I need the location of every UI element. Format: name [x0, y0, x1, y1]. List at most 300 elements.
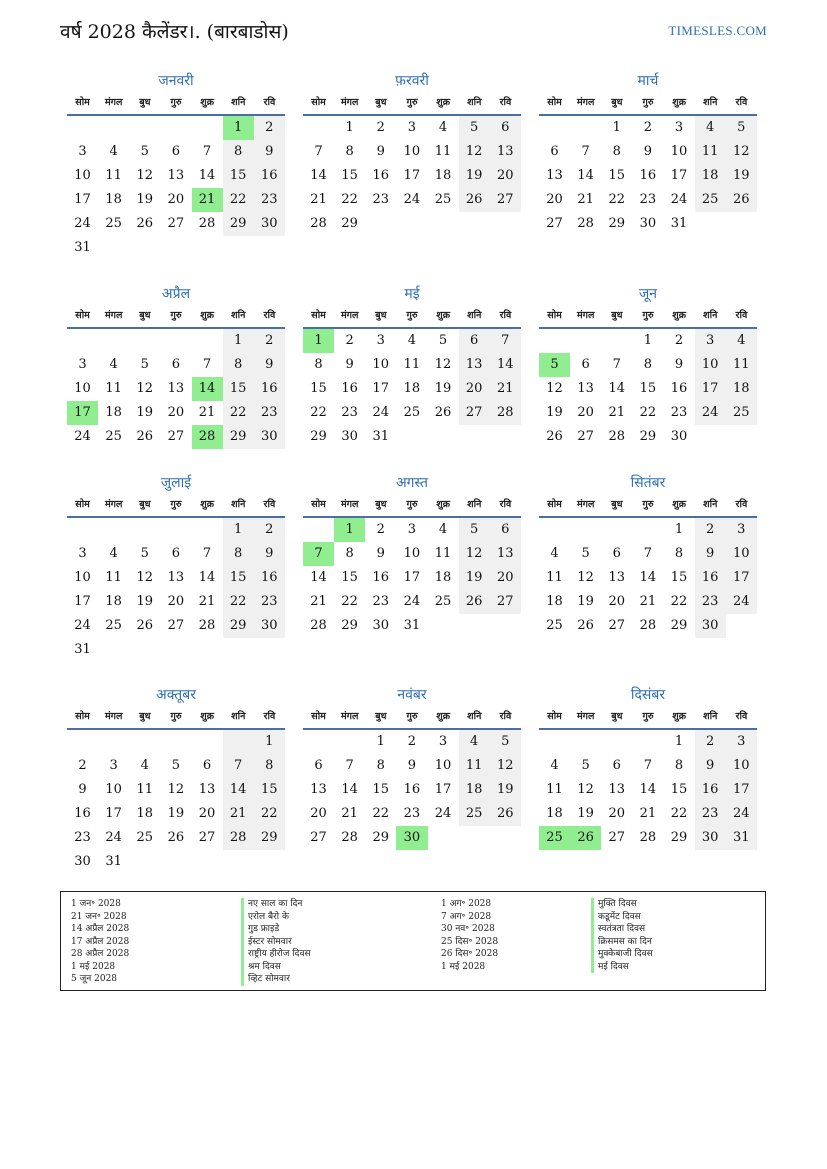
- day-cell[interactable]: 12: [726, 140, 757, 164]
- day-cell[interactable]: 11: [403, 357, 421, 372]
- day-cell[interactable]: 23: [341, 405, 358, 420]
- day-cell[interactable]: 12: [136, 168, 154, 183]
- day-cell[interactable]: 30: [74, 854, 91, 869]
- day-cell[interactable]: 30: [341, 429, 358, 444]
- day-cell[interactable]: 24: [372, 405, 390, 420]
- day-cell[interactable]: 10: [74, 570, 91, 585]
- day-cell[interactable]: 12: [434, 357, 452, 372]
- day-cell[interactable]: 25: [434, 192, 452, 207]
- day-cell[interactable]: 20: [310, 806, 327, 821]
- day-cell[interactable]: 14: [223, 778, 254, 802]
- day-cell[interactable]: 25: [459, 802, 490, 826]
- day-cell[interactable]: 2: [695, 518, 726, 542]
- day-cell[interactable]: 28: [490, 401, 521, 425]
- day-cell[interactable]: 12: [459, 542, 490, 566]
- day-cell[interactable]: 19: [136, 594, 154, 609]
- day-cell[interactable]: 22: [223, 590, 254, 614]
- day-cell[interactable]: 4: [407, 333, 417, 348]
- day-cell[interactable]: 11: [434, 144, 452, 159]
- day-cell[interactable]: 19: [167, 806, 185, 821]
- day-cell[interactable]: 22: [223, 401, 254, 425]
- day-cell[interactable]: 11: [726, 353, 757, 377]
- day-cell[interactable]: 22: [223, 188, 254, 212]
- day-cell[interactable]: 20: [459, 377, 490, 401]
- day-cell[interactable]: 20: [608, 806, 626, 821]
- day-cell[interactable]: 20: [490, 164, 521, 188]
- day-cell[interactable]: 7: [581, 144, 590, 159]
- day-cell[interactable]: 10: [403, 144, 421, 159]
- day-cell[interactable]: 18: [459, 778, 490, 802]
- day-cell[interactable]: 2: [376, 522, 385, 537]
- day-cell[interactable]: 7: [303, 542, 334, 566]
- day-cell[interactable]: 10: [434, 758, 452, 773]
- day-cell[interactable]: 17: [372, 381, 390, 396]
- day-cell[interactable]: 21: [310, 594, 327, 609]
- day-cell[interactable]: 20: [577, 405, 594, 420]
- day-cell[interactable]: 21: [341, 806, 358, 821]
- day-cell[interactable]: 4: [695, 116, 726, 140]
- day-cell[interactable]: 29: [639, 429, 657, 444]
- day-cell[interactable]: 12: [490, 754, 521, 778]
- day-cell[interactable]: 28: [577, 216, 594, 231]
- day-cell[interactable]: 26: [577, 618, 594, 633]
- day-cell[interactable]: 18: [434, 168, 452, 183]
- day-cell[interactable]: 5: [726, 116, 757, 140]
- day-cell[interactable]: 22: [341, 192, 358, 207]
- day-cell[interactable]: 29: [223, 614, 254, 638]
- day-cell[interactable]: 19: [726, 164, 757, 188]
- day-cell[interactable]: 18: [546, 594, 563, 609]
- day-cell[interactable]: 20: [490, 566, 521, 590]
- day-cell[interactable]: 22: [341, 594, 358, 609]
- day-cell[interactable]: 23: [254, 188, 285, 212]
- day-cell[interactable]: 20: [167, 192, 185, 207]
- day-cell[interactable]: 15: [670, 782, 688, 797]
- day-cell[interactable]: 16: [254, 566, 285, 590]
- day-cell[interactable]: 9: [376, 144, 385, 159]
- day-cell[interactable]: 14: [639, 782, 657, 797]
- day-cell[interactable]: 7: [345, 758, 354, 773]
- day-cell[interactable]: 14: [198, 570, 216, 585]
- day-cell[interactable]: 18: [434, 570, 452, 585]
- day-cell[interactable]: 26: [459, 590, 490, 614]
- day-cell[interactable]: 26: [434, 405, 452, 420]
- day-cell[interactable]: 19: [434, 381, 452, 396]
- day-cell[interactable]: 8: [345, 144, 354, 159]
- day-cell[interactable]: 10: [403, 546, 421, 561]
- day-cell[interactable]: 18: [105, 405, 122, 420]
- day-cell[interactable]: 16: [254, 377, 285, 401]
- day-cell[interactable]: 1: [223, 329, 254, 353]
- day-cell[interactable]: 2: [674, 333, 684, 348]
- day-cell[interactable]: 12: [546, 381, 563, 396]
- day-cell[interactable]: 7: [202, 546, 212, 561]
- day-cell[interactable]: 9: [345, 357, 354, 372]
- day-cell[interactable]: 2: [254, 329, 285, 353]
- site-link[interactable]: TIMESLES.COM: [668, 23, 767, 38]
- day-cell[interactable]: 4: [459, 730, 490, 754]
- day-cell[interactable]: 23: [372, 594, 390, 609]
- day-cell[interactable]: 27: [167, 618, 185, 633]
- day-cell[interactable]: 3: [407, 120, 417, 135]
- day-cell[interactable]: 5: [539, 353, 570, 377]
- day-cell[interactable]: 28: [223, 826, 254, 850]
- day-cell[interactable]: 12: [577, 570, 594, 585]
- day-cell[interactable]: 30: [396, 826, 427, 850]
- day-cell[interactable]: 22: [372, 806, 390, 821]
- day-cell[interactable]: 26: [459, 188, 490, 212]
- day-cell[interactable]: 27: [490, 590, 521, 614]
- day-cell[interactable]: 21: [198, 594, 216, 609]
- day-cell[interactable]: 5: [581, 546, 590, 561]
- day-cell[interactable]: 27: [490, 188, 521, 212]
- day-cell[interactable]: 3: [376, 333, 385, 348]
- day-cell[interactable]: 14: [341, 782, 358, 797]
- day-cell[interactable]: 25: [105, 429, 122, 444]
- day-cell[interactable]: 9: [254, 140, 285, 164]
- day-cell[interactable]: 13: [490, 140, 521, 164]
- day-cell[interactable]: 15: [310, 381, 327, 396]
- day-cell[interactable]: 8: [674, 758, 684, 773]
- day-cell[interactable]: 10: [372, 357, 390, 372]
- day-cell[interactable]: 21: [192, 188, 223, 212]
- day-cell[interactable]: 8: [223, 140, 254, 164]
- day-cell[interactable]: 19: [490, 778, 521, 802]
- day-cell[interactable]: 21: [198, 405, 216, 420]
- day-cell[interactable]: 8: [223, 353, 254, 377]
- day-cell[interactable]: 13: [459, 353, 490, 377]
- day-cell[interactable]: 28: [192, 425, 223, 449]
- day-cell[interactable]: 6: [314, 758, 323, 773]
- day-cell[interactable]: 5: [438, 333, 448, 348]
- day-cell[interactable]: 4: [550, 758, 559, 773]
- day-cell[interactable]: 18: [105, 192, 122, 207]
- day-cell[interactable]: 23: [74, 830, 91, 845]
- day-cell[interactable]: 5: [140, 546, 149, 561]
- day-cell[interactable]: 8: [643, 357, 653, 372]
- day-cell[interactable]: 15: [372, 782, 390, 797]
- day-cell[interactable]: 11: [459, 754, 490, 778]
- day-cell[interactable]: 1: [334, 518, 365, 542]
- day-cell[interactable]: 19: [136, 192, 154, 207]
- day-cell[interactable]: 15: [223, 566, 254, 590]
- day-cell[interactable]: 6: [612, 546, 621, 561]
- day-cell[interactable]: 27: [608, 830, 626, 845]
- day-cell[interactable]: 5: [140, 357, 149, 372]
- day-cell[interactable]: 14: [192, 377, 223, 401]
- day-cell[interactable]: 24: [434, 806, 452, 821]
- day-cell[interactable]: 6: [171, 357, 181, 372]
- day-cell[interactable]: 10: [670, 144, 688, 159]
- day-cell[interactable]: 11: [105, 168, 122, 183]
- day-cell[interactable]: 31: [74, 240, 91, 255]
- day-cell[interactable]: 17: [403, 570, 421, 585]
- day-cell[interactable]: 20: [198, 806, 216, 821]
- day-cell[interactable]: 14: [310, 168, 327, 183]
- day-cell[interactable]: 26: [726, 188, 757, 212]
- day-cell[interactable]: 17: [67, 401, 98, 425]
- day-cell[interactable]: 16: [695, 778, 726, 802]
- day-cell[interactable]: 29: [223, 425, 254, 449]
- day-cell[interactable]: 15: [670, 570, 688, 585]
- day-cell[interactable]: 3: [78, 546, 87, 561]
- day-cell[interactable]: 30: [695, 614, 726, 638]
- day-cell[interactable]: 12: [459, 140, 490, 164]
- day-cell[interactable]: 3: [109, 758, 118, 773]
- day-cell[interactable]: 31: [726, 826, 757, 850]
- day-cell[interactable]: 16: [254, 164, 285, 188]
- day-cell[interactable]: 28: [608, 429, 626, 444]
- day-cell[interactable]: 31: [670, 216, 688, 231]
- day-cell[interactable]: 3: [78, 144, 87, 159]
- day-cell[interactable]: 22: [310, 405, 327, 420]
- day-cell[interactable]: 27: [167, 429, 185, 444]
- day-cell[interactable]: 6: [550, 144, 559, 159]
- day-cell[interactable]: 5: [459, 116, 490, 140]
- day-cell[interactable]: 2: [643, 120, 653, 135]
- day-cell[interactable]: 2: [345, 333, 354, 348]
- day-cell[interactable]: 2: [254, 518, 285, 542]
- day-cell[interactable]: 20: [608, 594, 626, 609]
- day-cell[interactable]: 24: [74, 429, 91, 444]
- day-cell[interactable]: 18: [726, 377, 757, 401]
- day-cell[interactable]: 23: [372, 192, 390, 207]
- day-cell[interactable]: 24: [726, 802, 757, 826]
- day-cell[interactable]: 31: [74, 642, 91, 657]
- day-cell[interactable]: 15: [608, 168, 626, 183]
- day-cell[interactable]: 19: [136, 405, 154, 420]
- day-cell[interactable]: 11: [546, 782, 563, 797]
- day-cell[interactable]: 14: [310, 570, 327, 585]
- day-cell[interactable]: 14: [490, 353, 521, 377]
- day-cell[interactable]: 10: [726, 754, 757, 778]
- day-cell[interactable]: 10: [74, 168, 91, 183]
- day-cell[interactable]: 18: [105, 594, 122, 609]
- day-cell[interactable]: 4: [109, 546, 118, 561]
- day-cell[interactable]: 28: [198, 618, 216, 633]
- day-cell[interactable]: 18: [695, 164, 726, 188]
- day-cell[interactable]: 7: [612, 357, 621, 372]
- day-cell[interactable]: 26: [167, 830, 185, 845]
- day-cell[interactable]: 10: [726, 542, 757, 566]
- day-cell[interactable]: 2: [407, 734, 417, 749]
- day-cell[interactable]: 8: [223, 542, 254, 566]
- day-cell[interactable]: 4: [109, 144, 118, 159]
- day-cell[interactable]: 27: [546, 216, 563, 231]
- day-cell[interactable]: 29: [670, 830, 688, 845]
- day-cell[interactable]: 22: [254, 802, 285, 826]
- day-cell[interactable]: 29: [372, 830, 390, 845]
- day-cell[interactable]: 8: [345, 546, 354, 561]
- day-cell[interactable]: 5: [490, 730, 521, 754]
- day-cell[interactable]: 5: [459, 518, 490, 542]
- day-cell[interactable]: 25: [105, 216, 122, 231]
- day-cell[interactable]: 23: [695, 590, 726, 614]
- day-cell[interactable]: 15: [223, 164, 254, 188]
- day-cell[interactable]: 25: [136, 830, 154, 845]
- day-cell[interactable]: 8: [376, 758, 385, 773]
- day-cell[interactable]: 28: [639, 618, 657, 633]
- day-cell[interactable]: 6: [202, 758, 212, 773]
- day-cell[interactable]: 21: [639, 806, 657, 821]
- day-cell[interactable]: 21: [223, 802, 254, 826]
- day-cell[interactable]: 27: [608, 618, 626, 633]
- day-cell[interactable]: 18: [136, 806, 154, 821]
- day-cell[interactable]: 17: [726, 778, 757, 802]
- day-cell[interactable]: 13: [577, 381, 594, 396]
- day-cell[interactable]: 8: [612, 144, 621, 159]
- day-cell[interactable]: 7: [643, 546, 653, 561]
- day-cell[interactable]: 29: [223, 212, 254, 236]
- day-cell[interactable]: 27: [198, 830, 216, 845]
- day-cell[interactable]: 29: [608, 216, 626, 231]
- day-cell[interactable]: 30: [254, 425, 285, 449]
- day-cell[interactable]: 24: [74, 216, 91, 231]
- day-cell[interactable]: 16: [74, 806, 91, 821]
- day-cell[interactable]: 26: [490, 802, 521, 826]
- day-cell[interactable]: 25: [403, 405, 421, 420]
- day-cell[interactable]: 6: [171, 546, 181, 561]
- day-cell[interactable]: 1: [303, 329, 334, 353]
- day-cell[interactable]: 24: [695, 401, 726, 425]
- day-cell[interactable]: 21: [577, 192, 594, 207]
- day-cell[interactable]: 17: [403, 168, 421, 183]
- day-cell[interactable]: 9: [254, 353, 285, 377]
- day-cell[interactable]: 3: [695, 329, 726, 353]
- day-cell[interactable]: 27: [459, 401, 490, 425]
- day-cell[interactable]: 17: [105, 806, 122, 821]
- day-cell[interactable]: 18: [403, 381, 421, 396]
- day-cell[interactable]: 3: [438, 734, 448, 749]
- day-cell[interactable]: 13: [608, 782, 626, 797]
- day-cell[interactable]: 19: [459, 566, 490, 590]
- day-cell[interactable]: 15: [341, 168, 358, 183]
- day-cell[interactable]: 25: [726, 401, 757, 425]
- day-cell[interactable]: 6: [459, 329, 490, 353]
- day-cell[interactable]: 14: [577, 168, 594, 183]
- day-cell[interactable]: 15: [639, 381, 657, 396]
- day-cell[interactable]: 31: [105, 854, 122, 869]
- day-cell[interactable]: 26: [546, 429, 563, 444]
- day-cell[interactable]: 20: [546, 192, 563, 207]
- day-cell[interactable]: 21: [608, 405, 626, 420]
- day-cell[interactable]: 7: [202, 144, 212, 159]
- day-cell[interactable]: 2: [695, 730, 726, 754]
- day-cell[interactable]: 29: [310, 429, 327, 444]
- day-cell[interactable]: 13: [167, 168, 185, 183]
- day-cell[interactable]: 29: [254, 826, 285, 850]
- day-cell[interactable]: 9: [376, 546, 385, 561]
- day-cell[interactable]: 24: [403, 192, 421, 207]
- day-cell[interactable]: 4: [109, 357, 118, 372]
- day-cell[interactable]: 28: [310, 618, 327, 633]
- day-cell[interactable]: 1: [223, 518, 254, 542]
- day-cell[interactable]: 21: [490, 377, 521, 401]
- day-cell[interactable]: 26: [570, 826, 601, 850]
- day-cell[interactable]: 20: [167, 405, 185, 420]
- day-cell[interactable]: 30: [254, 212, 285, 236]
- day-cell[interactable]: 30: [670, 429, 688, 444]
- day-cell[interactable]: 7: [223, 754, 254, 778]
- day-cell[interactable]: 13: [167, 570, 185, 585]
- day-cell[interactable]: 1: [254, 730, 285, 754]
- day-cell[interactable]: 7: [490, 329, 521, 353]
- day-cell[interactable]: 30: [639, 216, 657, 231]
- day-cell[interactable]: 17: [434, 782, 452, 797]
- day-cell[interactable]: 9: [643, 144, 653, 159]
- day-cell[interactable]: 2: [78, 758, 87, 773]
- day-cell[interactable]: 3: [726, 730, 757, 754]
- day-cell[interactable]: 7: [314, 144, 323, 159]
- day-cell[interactable]: 6: [490, 116, 521, 140]
- day-cell[interactable]: 18: [546, 806, 563, 821]
- day-cell[interactable]: 4: [438, 522, 448, 537]
- day-cell[interactable]: 11: [105, 381, 122, 396]
- day-cell[interactable]: 11: [434, 546, 452, 561]
- day-cell[interactable]: 21: [639, 594, 657, 609]
- day-cell[interactable]: 1: [612, 120, 621, 135]
- day-cell[interactable]: 23: [254, 401, 285, 425]
- day-cell[interactable]: 6: [581, 357, 590, 372]
- day-cell[interactable]: 12: [167, 782, 185, 797]
- day-cell[interactable]: 25: [546, 618, 563, 633]
- day-cell[interactable]: 31: [403, 618, 421, 633]
- day-cell[interactable]: 4: [726, 329, 757, 353]
- day-cell[interactable]: 24: [726, 590, 757, 614]
- day-cell[interactable]: 11: [136, 782, 154, 797]
- day-cell[interactable]: 27: [310, 830, 327, 845]
- day-cell[interactable]: 16: [372, 168, 390, 183]
- day-cell[interactable]: 9: [695, 542, 726, 566]
- day-cell[interactable]: 13: [167, 381, 185, 396]
- day-cell[interactable]: 24: [105, 830, 122, 845]
- day-cell[interactable]: 29: [670, 618, 688, 633]
- day-cell[interactable]: 5: [140, 144, 149, 159]
- day-cell[interactable]: 23: [639, 192, 657, 207]
- day-cell[interactable]: 26: [136, 429, 154, 444]
- day-cell[interactable]: 13: [198, 782, 216, 797]
- day-cell[interactable]: 9: [674, 357, 684, 372]
- day-cell[interactable]: 17: [74, 192, 91, 207]
- day-cell[interactable]: 1: [674, 522, 684, 537]
- day-cell[interactable]: 30: [372, 618, 390, 633]
- day-cell[interactable]: 14: [608, 381, 626, 396]
- day-cell[interactable]: 9: [254, 542, 285, 566]
- day-cell[interactable]: 15: [254, 778, 285, 802]
- day-cell[interactable]: 17: [695, 377, 726, 401]
- day-cell[interactable]: 19: [459, 164, 490, 188]
- day-cell[interactable]: 12: [136, 381, 154, 396]
- day-cell[interactable]: 20: [167, 594, 185, 609]
- day-cell[interactable]: 25: [539, 826, 570, 850]
- day-cell[interactable]: 6: [490, 518, 521, 542]
- day-cell[interactable]: 24: [403, 594, 421, 609]
- day-cell[interactable]: 5: [171, 758, 181, 773]
- day-cell[interactable]: 17: [670, 168, 688, 183]
- day-cell[interactable]: 1: [223, 116, 254, 140]
- day-cell[interactable]: 16: [639, 168, 657, 183]
- day-cell[interactable]: 1: [674, 734, 684, 749]
- day-cell[interactable]: 23: [670, 405, 688, 420]
- day-cell[interactable]: 26: [136, 618, 154, 633]
- day-cell[interactable]: 1: [376, 734, 385, 749]
- day-cell[interactable]: 6: [612, 758, 621, 773]
- day-cell[interactable]: 6: [171, 144, 181, 159]
- day-cell[interactable]: 7: [202, 357, 212, 372]
- day-cell[interactable]: 22: [639, 405, 657, 420]
- day-cell[interactable]: 29: [341, 618, 358, 633]
- day-cell[interactable]: 4: [140, 758, 149, 773]
